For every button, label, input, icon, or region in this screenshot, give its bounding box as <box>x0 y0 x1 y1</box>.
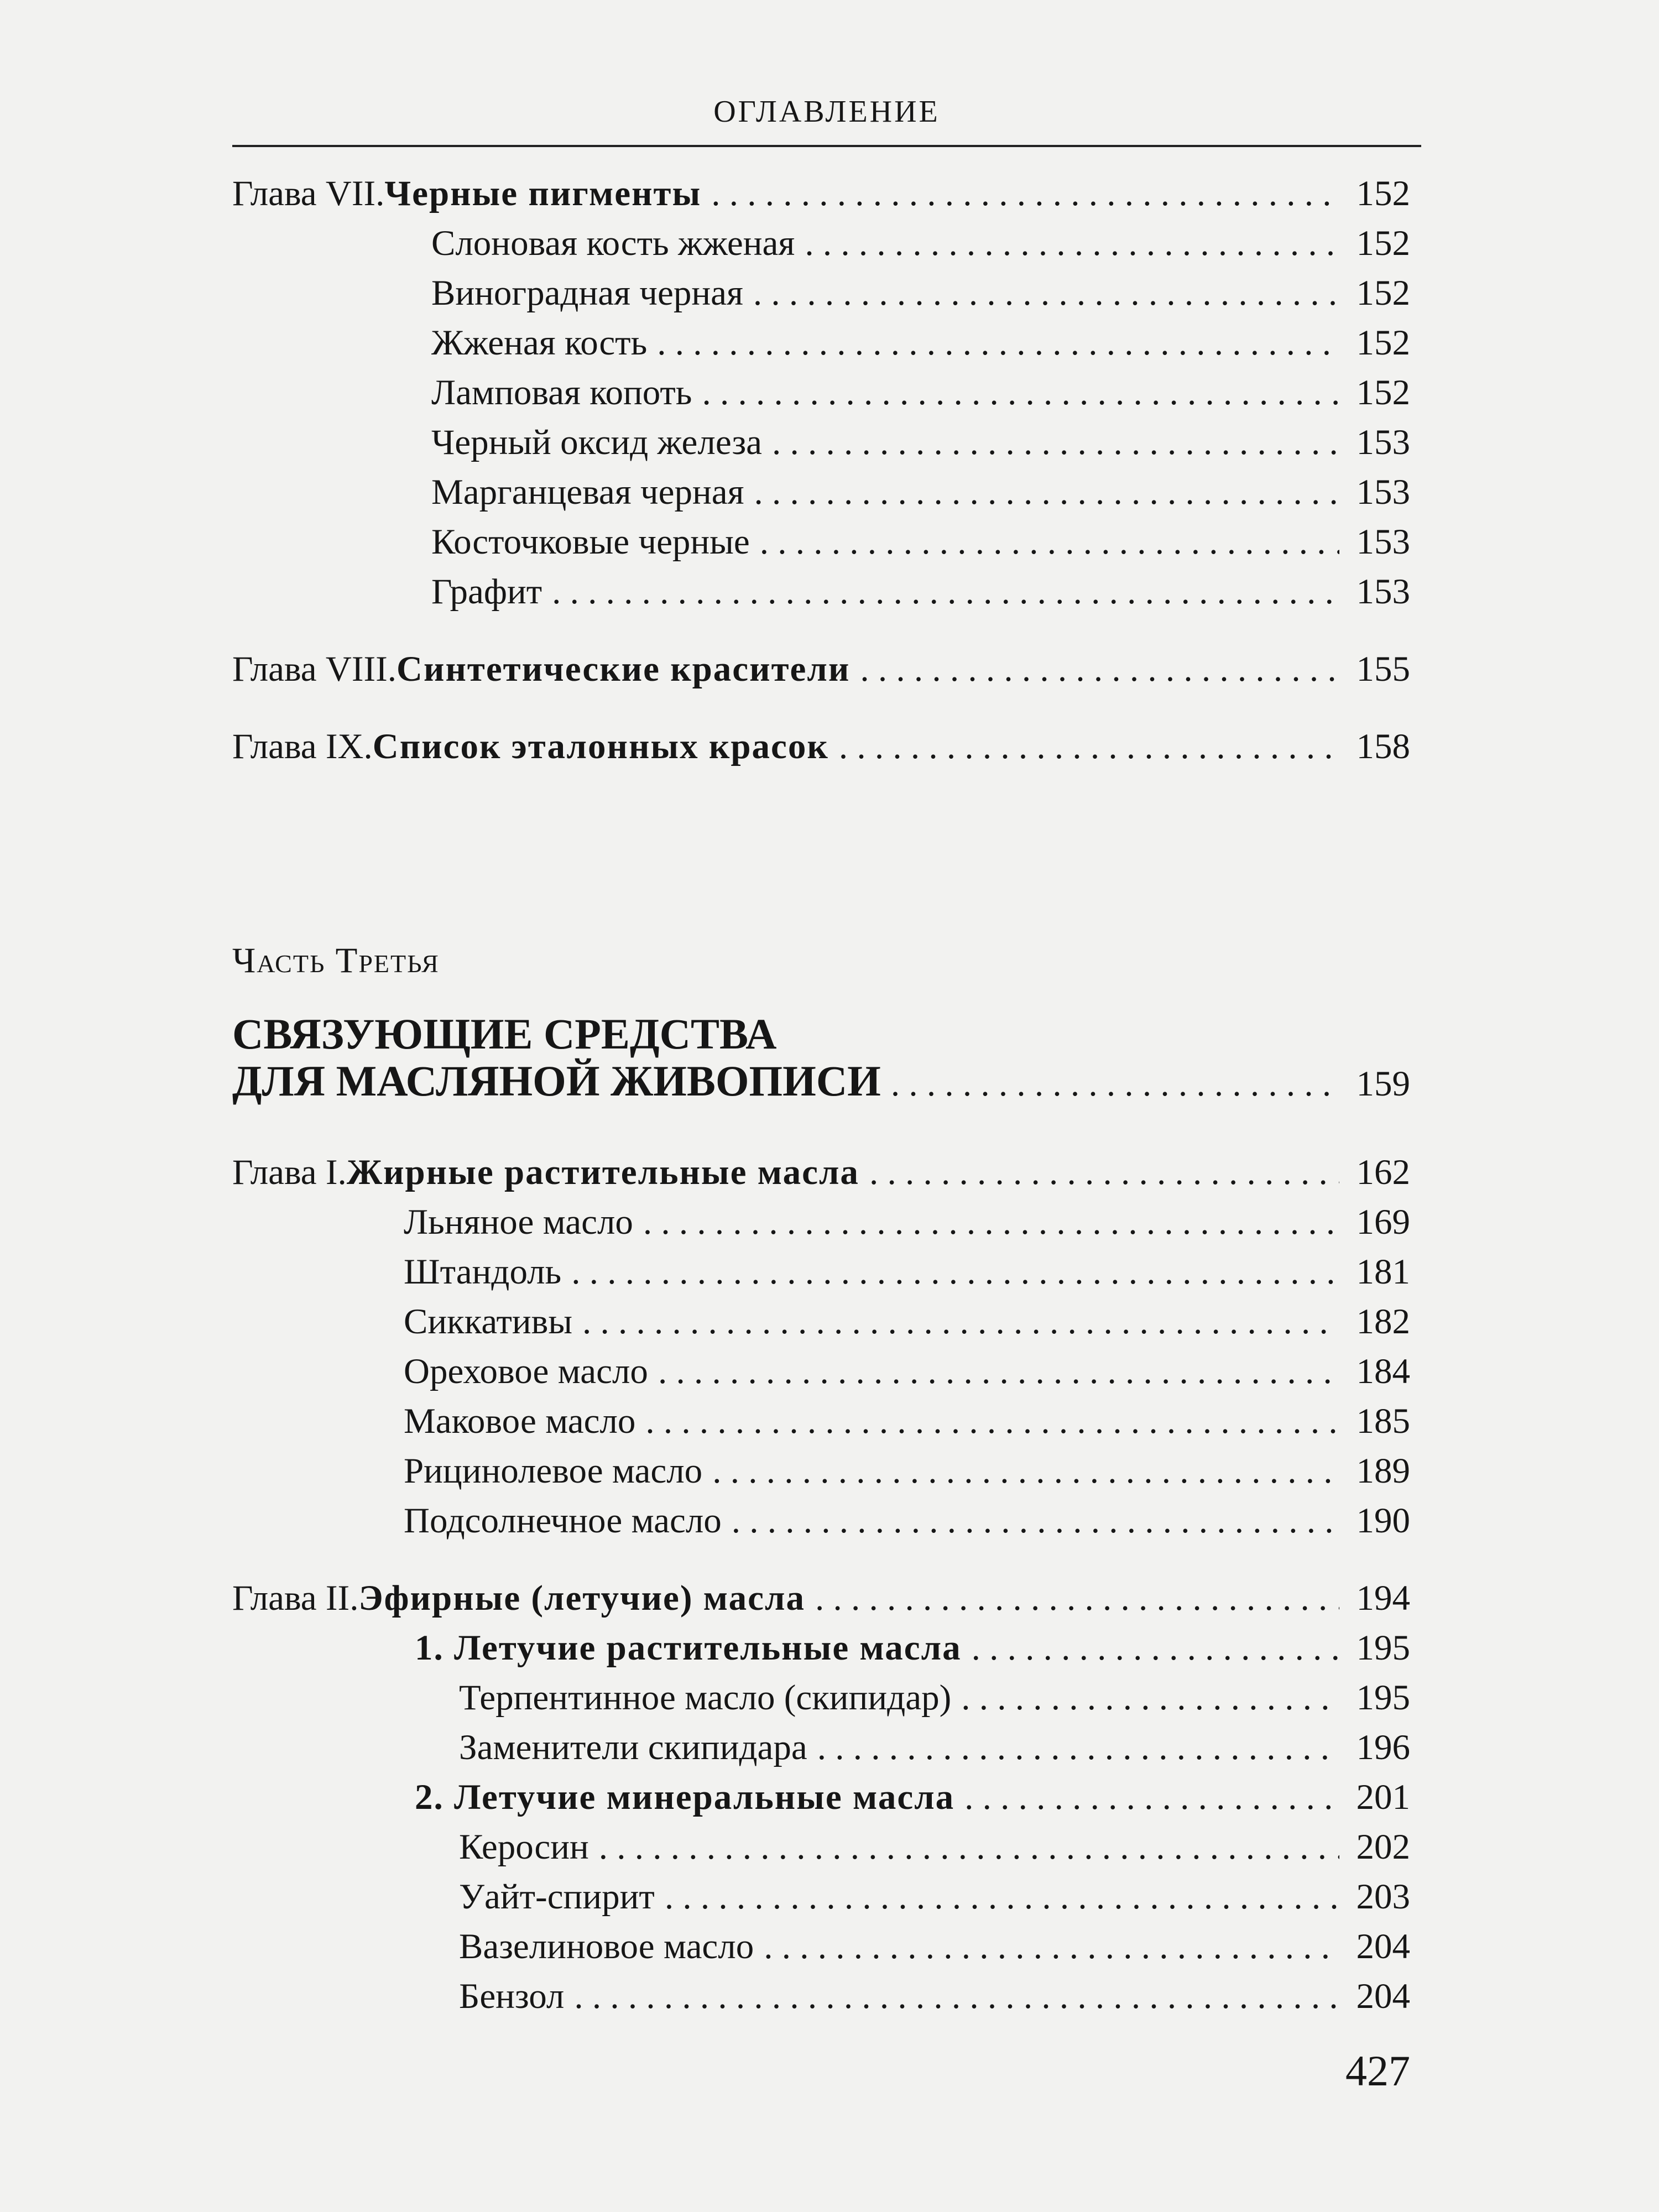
header-rule <box>232 145 1421 147</box>
leader-dots <box>815 1576 1339 1620</box>
toc-entry <box>431 321 1410 365</box>
leader-dots <box>599 1825 1339 1869</box>
toc-entry <box>404 1250 1410 1294</box>
page-number: 427 <box>1345 2047 1410 2095</box>
leader-dots <box>574 1974 1339 2018</box>
leader-dots <box>869 1150 1339 1194</box>
part-label: Часть Третья <box>232 941 440 980</box>
toc-entry-title: Список эталонных красок <box>372 727 829 766</box>
toc-entry-page: 169 <box>1356 1202 1410 1242</box>
toc-entry-page: 181 <box>1356 1252 1410 1292</box>
toc-entry-page: 189 <box>1356 1451 1410 1491</box>
toc-entry <box>404 1399 1410 1443</box>
toc-entry-chapter-9: Глава IX. Список эталонных красок . . . 158 <box>232 724 1410 769</box>
toc-entry-title: 1. Летучие растительные масла <box>415 1628 962 1668</box>
toc-entry-title: Эфирные (летучие) масла <box>358 1578 805 1618</box>
leader-dots <box>760 520 1339 564</box>
leader-dots <box>817 1725 1339 1770</box>
toc-entry-title: Бензол <box>459 1976 565 2016</box>
toc-entry-title: Сиккативы <box>404 1302 573 1342</box>
toc-entry-page: 184 <box>1356 1352 1410 1391</box>
toc-entry <box>431 371 1410 415</box>
toc-entry <box>431 520 1410 564</box>
toc-entry-title: Косточковые черные <box>431 522 750 562</box>
toc-entry-title: 2. Летучие минеральные масла <box>415 1777 955 1817</box>
toc-entry <box>459 1974 1410 2018</box>
toc-entry-title: Черный оксид железа <box>431 422 763 462</box>
leader-dots <box>754 470 1339 514</box>
leader-dots <box>961 1676 1339 1720</box>
toc-entry-title: Ламповая копоть <box>431 373 692 413</box>
toc-entry <box>459 1725 1410 1770</box>
toc-entry <box>404 1200 1410 1244</box>
toc-entry-page: 152 <box>1356 174 1410 213</box>
toc-entry <box>459 1676 1410 1720</box>
toc-entry-page: 155 <box>1356 649 1410 689</box>
toc-entry-page: 190 <box>1356 1501 1410 1541</box>
toc-entry-title: Вазелиновое масло <box>459 1927 754 1966</box>
toc-entry-page: 153 <box>1356 572 1410 612</box>
leader-dots <box>657 321 1339 365</box>
toc-entry-page: 204 <box>1356 1927 1410 1966</box>
toc-entry-page: 204 <box>1356 1976 1410 2016</box>
toc-entry-page: 153 <box>1356 422 1410 462</box>
leader-dots <box>839 724 1339 769</box>
toc-entry-title: Терпентинное масло (скипидар) <box>459 1678 952 1718</box>
leader-dots <box>702 371 1339 415</box>
toc-entry-page: 201 <box>1356 1777 1410 1817</box>
toc-entry <box>459 1825 1410 1869</box>
toc-entry-chapter-8: Глава VIII. Синтетические красители . . . 155 <box>232 647 1410 691</box>
toc-entry <box>431 420 1410 465</box>
toc-entry-page: 203 <box>1356 1877 1410 1917</box>
toc-entry-title: Жженая кость <box>431 323 648 363</box>
toc-entry-chapter-7: Глава VII. Черные пигменты . . . 152 <box>232 171 1410 216</box>
toc-entry-page: 162 <box>1356 1152 1410 1192</box>
leader-dots <box>582 1300 1339 1344</box>
leader-dots <box>711 171 1339 216</box>
toc-entry <box>431 221 1410 265</box>
leader-dots <box>964 1775 1339 1819</box>
leader-dots <box>772 420 1339 465</box>
toc-entry-title: Графит <box>431 572 542 612</box>
toc-entry <box>431 570 1410 614</box>
toc-entry-page: 196 <box>1356 1728 1410 1767</box>
toc-entry-page: 153 <box>1356 472 1410 512</box>
toc-entry-page: 152 <box>1356 373 1410 413</box>
toc-entry <box>459 1924 1410 1969</box>
leader-dots <box>891 1062 1339 1106</box>
toc-entry-title: Льняное масло <box>404 1202 633 1242</box>
running-head: ОГЛАВЛЕНИЕ <box>713 95 940 129</box>
toc-entry-title: Рицинолевое масло <box>404 1451 703 1491</box>
leader-dots <box>972 1626 1339 1670</box>
leader-dots <box>552 570 1339 614</box>
leader-dots <box>571 1250 1339 1294</box>
toc-entry-page: 195 <box>1356 1628 1410 1668</box>
toc-entry-chapter-1: Глава I. Жирные растительные масла . . . 162 <box>232 1150 1410 1194</box>
toc-entry-section <box>415 1626 1410 1670</box>
leader-dots <box>643 1200 1339 1244</box>
toc-entry-chapter-2: Глава II. Эфирные (летучие) масла . . . 194 <box>232 1576 1410 1620</box>
toc-entry-page: 152 <box>1356 223 1410 263</box>
leader-dots <box>645 1399 1339 1443</box>
toc-entry-page: 202 <box>1356 1827 1410 1867</box>
leader-dots <box>658 1349 1339 1394</box>
toc-entry <box>404 1499 1410 1543</box>
leader-dots <box>805 221 1339 265</box>
part-title-line-2: ДЛЯ МАСЛЯНОЙ ЖИВОПИСИ <box>232 1057 881 1105</box>
leader-dots <box>860 647 1339 691</box>
toc-entry <box>404 1449 1410 1493</box>
toc-entry <box>404 1300 1410 1344</box>
leader-dots <box>764 1924 1339 1969</box>
leader-dots <box>753 271 1339 315</box>
toc-entry-title: Слоновая кость жженая <box>431 223 795 263</box>
leader-dots <box>732 1499 1339 1543</box>
toc-entry <box>459 1875 1410 1919</box>
toc-entry-page: 185 <box>1356 1401 1410 1441</box>
toc-entry-page: 159 <box>1356 1064 1410 1104</box>
toc-entry-section <box>415 1775 1410 1819</box>
toc-entry-title: Керосин <box>459 1827 589 1867</box>
toc-entry-page: 152 <box>1356 323 1410 363</box>
toc-entry-page: 182 <box>1356 1302 1410 1342</box>
toc-entry-page: 194 <box>1356 1578 1410 1618</box>
toc-entry <box>431 470 1410 514</box>
toc-entry-part-3 <box>232 1059 1410 1106</box>
toc-entry-page: 153 <box>1356 522 1410 562</box>
toc-entry-page: 195 <box>1356 1678 1410 1718</box>
toc-entry-page: 158 <box>1356 727 1410 766</box>
toc-entry <box>431 271 1410 315</box>
toc-entry-title: Черные пигменты <box>384 174 702 213</box>
toc-entry-title: Ореховое масло <box>404 1352 648 1391</box>
toc-entry <box>404 1349 1410 1394</box>
toc-entry-title: Заменители скипидара <box>459 1728 807 1767</box>
toc-entry-title: Маковое масло <box>404 1401 636 1441</box>
toc-entry-title: Марганцевая черная <box>431 472 744 512</box>
toc-entry-page: 152 <box>1356 273 1410 313</box>
leader-dots <box>712 1449 1339 1493</box>
leader-dots <box>665 1875 1339 1919</box>
toc-entry-title: Штандоль <box>404 1252 562 1292</box>
toc-entry-title: Синтетические красители <box>397 649 851 689</box>
part-title-line-1: СВЯЗУЮЩИЕ СРЕДСТВА <box>232 1010 777 1058</box>
toc-entry-title: Уайт-спирит <box>459 1877 655 1917</box>
toc-entry-title: Подсолнечное масло <box>404 1501 722 1541</box>
toc-entry-title: Жирные растительные масла <box>346 1152 859 1192</box>
toc-entry-title: Виноградная черная <box>431 273 743 313</box>
